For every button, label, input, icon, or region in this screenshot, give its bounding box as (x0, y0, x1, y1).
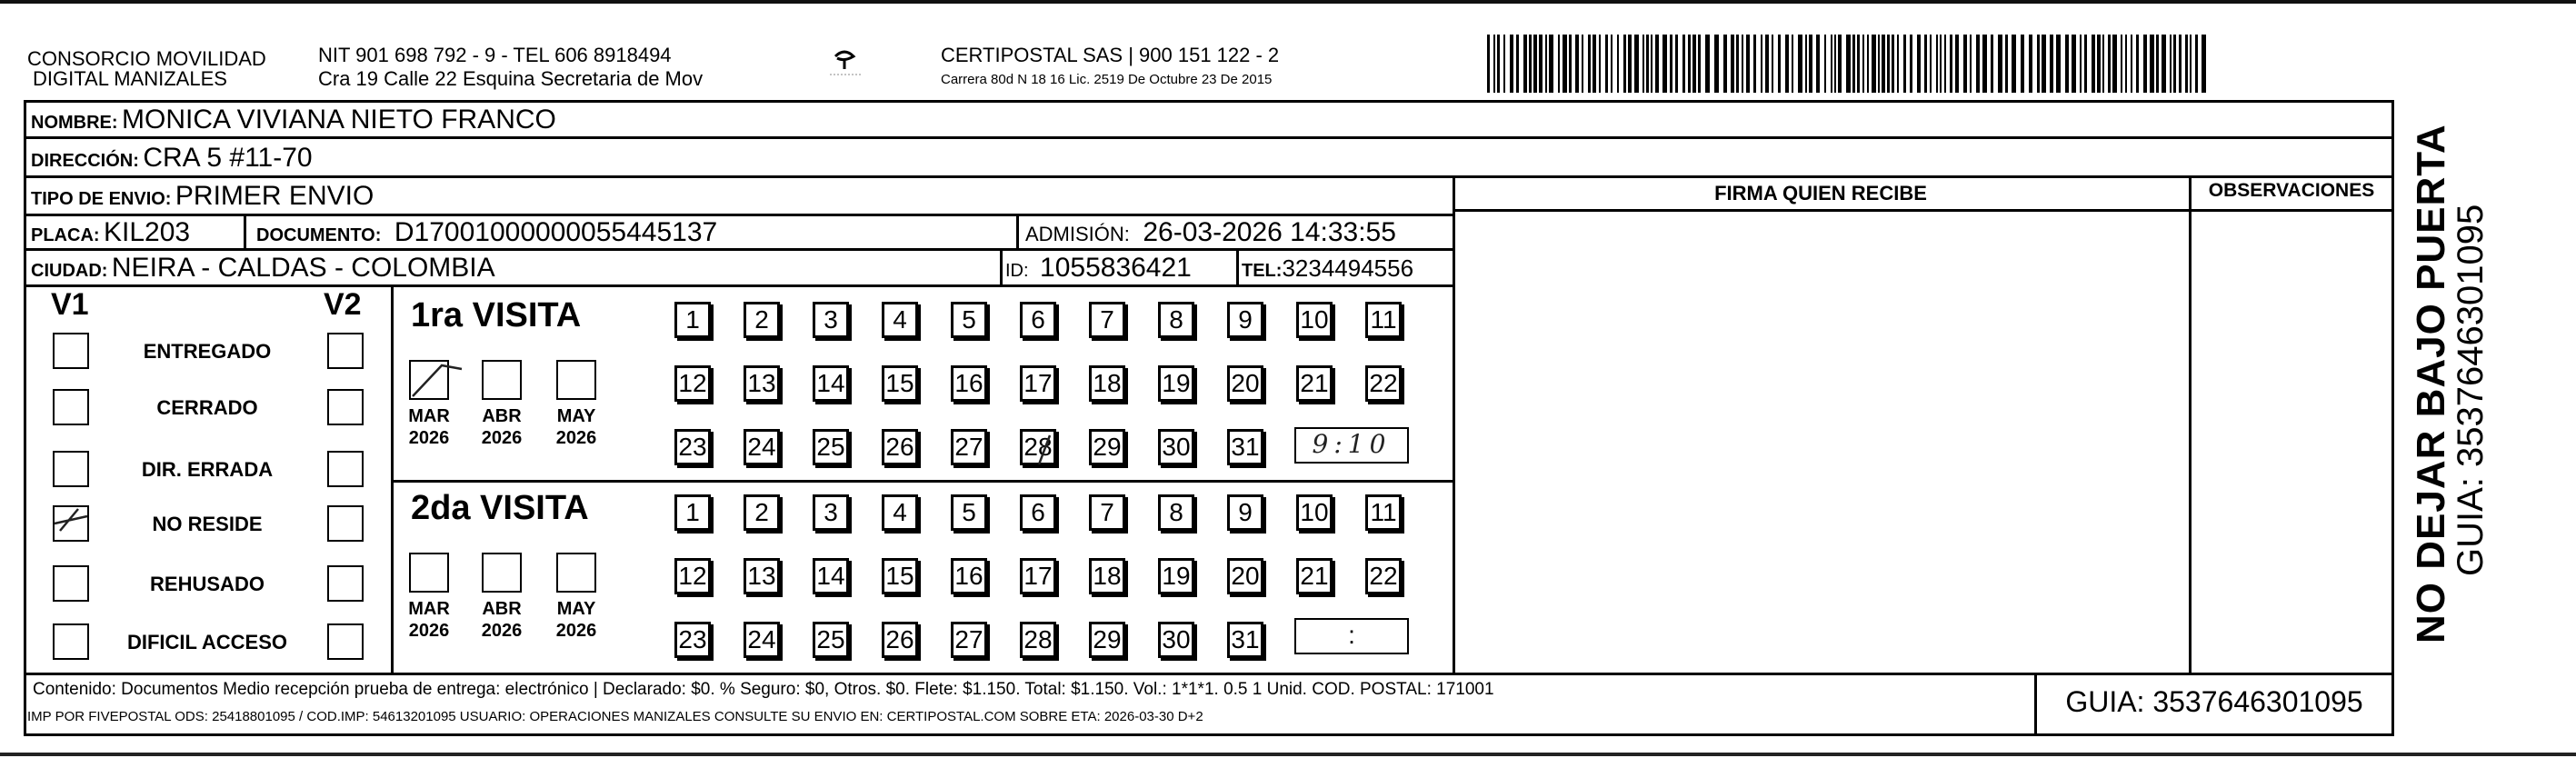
day-checkbox[interactable]: 8 (1158, 494, 1194, 531)
barcode-bar (2143, 35, 2147, 93)
barcode-bar (1970, 35, 1972, 93)
month-label (402, 598, 456, 642)
barcode-bar (2162, 35, 2166, 93)
status-label: ENTREGADO (143, 340, 272, 363)
barcode-bar (1655, 35, 1659, 93)
rule (24, 673, 2394, 675)
barcode-bar (2131, 35, 2132, 93)
day-checkbox[interactable]: 19 (1158, 558, 1194, 594)
ciudad-value: NEIRA - CALDAS - COLOMBIA (111, 253, 495, 283)
barcode-bar (1714, 35, 1719, 93)
day-checkbox[interactable]: 18 (1089, 365, 1125, 402)
v1-checkbox[interactable] (53, 505, 89, 542)
month-year: 2026 (408, 621, 450, 641)
rule (1016, 214, 1019, 248)
month-checkbox[interactable] (409, 553, 449, 593)
day-checkbox[interactable]: 29 (1089, 429, 1125, 465)
day-checkbox[interactable]: 16 (951, 558, 987, 594)
barcode-bar (2005, 35, 2008, 93)
id-cell (1005, 250, 1192, 291)
barcode-bar (2112, 35, 2117, 93)
day-checkbox[interactable]: 15 (882, 365, 918, 402)
day-checkbox[interactable]: 28 (1020, 429, 1056, 465)
barcode-bar (1903, 35, 1906, 93)
barcode-bar (1772, 35, 1773, 93)
month-name: ABR (482, 599, 522, 619)
v1-checkbox[interactable] (53, 333, 89, 369)
barcode-bar (1593, 35, 1596, 93)
month-checkbox[interactable] (556, 553, 596, 593)
rule (391, 284, 394, 673)
barcode-bar (2190, 35, 2192, 93)
day-checkbox[interactable]: 12 (674, 558, 711, 594)
status-label: CERRADO (156, 396, 258, 419)
day-check-mark (1023, 432, 1059, 468)
day-checkbox[interactable]: 17 (1020, 365, 1056, 402)
barcode-bar (1563, 35, 1567, 93)
v2-checkbox[interactable] (327, 451, 364, 487)
day-checkbox[interactable]: 22 (1365, 558, 1402, 594)
v1-checkbox[interactable] (53, 451, 89, 487)
barcode-bar (2037, 35, 2040, 93)
rule (1453, 209, 2394, 212)
nombre-label: NOMBRE: (31, 113, 118, 133)
day-checkbox[interactable]: 15 (882, 558, 918, 594)
warning-no-dejar-bajo-puerta: NO DEJAR BAJO PUERTA (2409, 124, 2453, 643)
barcode-bar (2121, 35, 2122, 93)
barcode-bar (1917, 35, 1921, 93)
barcode-bar (2097, 35, 2101, 93)
day-checkbox[interactable]: 31 (1227, 622, 1263, 658)
barcode-bar (1605, 35, 1608, 93)
barcode-bar (1503, 35, 1505, 93)
rule (1000, 248, 1003, 284)
first-visit-time[interactable]: 9:10 (1294, 427, 1409, 464)
ciudad-label: CIUDAD: (31, 261, 108, 281)
day-checkbox[interactable]: 12 (674, 365, 711, 402)
day-checkbox[interactable]: 19 (1158, 365, 1194, 402)
barcode-bar (1723, 35, 1727, 93)
month-year: 2026 (481, 428, 523, 448)
id-value: 1055836421 (1040, 253, 1192, 283)
rule (24, 175, 2394, 178)
tel-label: TEL: (1242, 261, 1283, 281)
barcode-bar (1838, 35, 1842, 93)
footer-imp: IMP POR FIVEPOSTAL ODS: 25418801095 / COD.IMP: 54613201095 USUARIO: OPERACIONES MANIZALES CONSULTE SU ENVIO EN: CERTIPOSTAL.COM SOBRE ETA: 2026-03-30 D+2 (27, 709, 1203, 724)
barcode-bar (1805, 35, 1807, 93)
month-label (474, 598, 529, 642)
barcode-bar (1816, 35, 1820, 93)
barcode-bar (1778, 35, 1781, 93)
barcode-bar (2029, 35, 2032, 93)
v2-checkbox[interactable] (327, 333, 364, 369)
placa-value: KIL203 (104, 217, 191, 247)
barcode-bar (2108, 35, 2111, 93)
v2-checkbox[interactable] (327, 565, 364, 602)
direccion-row (31, 140, 313, 181)
barcode (1487, 35, 2214, 93)
barcode-bar (2042, 35, 2046, 93)
observaciones-area[interactable] (2192, 213, 2392, 671)
day-checkbox[interactable]: 7 (1089, 302, 1125, 338)
footer-guia: GUIA: 3537646301095 (2065, 685, 2363, 718)
month-name: ABR (482, 406, 522, 426)
v1-checkbox[interactable] (53, 389, 89, 425)
day-checkbox[interactable]: 27 (951, 429, 987, 465)
month-name: MAY (556, 406, 596, 426)
admision-label: ADMISIÓN: (1025, 223, 1130, 245)
barcode-bar (1910, 35, 1912, 93)
nombre-row (31, 102, 556, 143)
documento-label: DOCUMENTO: (256, 225, 382, 245)
day-checkbox[interactable]: 20 (1227, 365, 1263, 402)
day-checkbox[interactable]: 16 (951, 365, 987, 402)
admision-value: 26-03-2026 14:33:55 (1143, 217, 1396, 247)
status-label: NO RESIDE (152, 513, 263, 535)
barcode-bar (1539, 35, 1543, 93)
barcode-bar (1878, 35, 1880, 93)
barcode-bar (2012, 35, 2016, 93)
month-label (474, 405, 529, 449)
barcode-bar (1897, 35, 1899, 93)
barcode-bar (1575, 35, 1579, 93)
barcode-bar (1792, 35, 1793, 93)
firma-header: FIRMA QUIEN RECIBE (1714, 182, 1927, 204)
barcode-bar (1533, 35, 1537, 93)
day-checkbox[interactable]: 8 (1158, 302, 1194, 338)
day-checkbox[interactable]: 5 (951, 302, 987, 338)
month-label (549, 598, 604, 642)
barcode-bar (1746, 35, 1750, 93)
observaciones-header: OBSERVACIONES (2208, 180, 2375, 201)
barcode-bar (1892, 35, 1894, 93)
rule (2189, 175, 2192, 673)
footer-contenido: Contenido: Documentos Medio recepción prueba de entrega: electrónico | Declarado: $0. % Seguro: $0, Otros. $0. Flete: $1.150. Total: $1.150. Vol.: 1*1*1. 0.5 1 Unid. COD. POSTAL: 171001 (33, 680, 1494, 699)
barcode-bar (1852, 35, 1855, 93)
day-checkbox[interactable]: 28 (1020, 622, 1056, 658)
day-checkbox[interactable]: 29 (1089, 622, 1125, 658)
v2-label: V2 (324, 287, 362, 322)
second-visit-time[interactable]: : (1294, 618, 1409, 654)
barcode-bar (2021, 35, 2024, 93)
barcode-bar (1558, 35, 1560, 93)
month-name: MAR (408, 406, 450, 426)
barcode-bar (2195, 35, 2198, 93)
barcode-bar (1809, 35, 1812, 93)
barcode-bar (2156, 35, 2159, 93)
month-year: 2026 (555, 428, 597, 448)
barcode-bar (1487, 35, 1490, 93)
barcode-bar (1731, 35, 1734, 93)
second-visit-title: 2da VISITA (411, 489, 589, 527)
courier-name: CERTIPOSTAL SAS | 900 151 122 - 2 (941, 44, 1280, 66)
barcode-bar (1569, 35, 1572, 93)
day-checkbox[interactable]: 3 (813, 494, 849, 531)
month-label (549, 405, 604, 449)
day-checkbox[interactable]: 1 (674, 494, 711, 531)
barcode-bar (1955, 35, 1959, 93)
documento-value: D17001000000055445137 (394, 217, 718, 247)
barcode-bar (1831, 35, 1832, 93)
day-checkbox[interactable]: 11 (1365, 302, 1402, 338)
courier-logo-icon (823, 44, 868, 80)
rule (1453, 175, 1455, 673)
barcode-bar (2084, 35, 2087, 93)
tipo-envio-label: TIPO DE ENVIO: (31, 189, 172, 209)
barcode-bar (2125, 35, 2127, 93)
day-checkbox[interactable]: 24 (744, 429, 780, 465)
v1-checkbox[interactable] (53, 565, 89, 602)
v1-label: V1 (51, 287, 89, 322)
barcode-bar (1623, 35, 1626, 93)
firma-area[interactable] (1456, 213, 2187, 671)
day-checkbox[interactable]: 25 (813, 429, 849, 465)
barcode-bar (1682, 35, 1685, 93)
rule (391, 480, 1453, 483)
barcode-bar (1998, 35, 2002, 93)
barcode-bar (1963, 35, 1967, 93)
barcode-bar (1545, 35, 1547, 93)
day-checkbox[interactable]: 26 (882, 429, 918, 465)
day-checkbox[interactable]: 23 (674, 429, 711, 465)
v1-checkbox[interactable] (53, 623, 89, 660)
day-checkbox[interactable]: 10 (1296, 302, 1333, 338)
barcode-bar (1698, 35, 1701, 93)
barcode-bar (1867, 35, 1869, 93)
barcode-bar (2170, 35, 2172, 93)
first-visit-title: 1ra VISITA (411, 296, 582, 334)
day-checkbox[interactable]: 25 (813, 622, 849, 658)
barcode-bar (1765, 35, 1769, 93)
barcode-bar (2179, 35, 2182, 93)
day-checkbox[interactable]: 24 (744, 622, 780, 658)
month-name: MAR (408, 599, 450, 619)
barcode-bar (1944, 35, 1946, 93)
id-label: ID: (1005, 261, 1029, 281)
day-checkbox[interactable]: 20 (1227, 558, 1263, 594)
barcode-bar (1662, 35, 1667, 93)
direccion-label: DIRECCIÓN: (31, 151, 139, 171)
day-checkbox[interactable]: 4 (882, 494, 918, 531)
day-checkbox[interactable]: 6 (1020, 494, 1056, 531)
barcode-bar (2102, 35, 2104, 93)
month-label (402, 405, 456, 449)
barcode-bar (1930, 35, 1932, 93)
barcode-bar (1588, 35, 1591, 93)
tipo-envio-value: PRIMER ENVIO (175, 181, 374, 211)
v2-checkbox[interactable] (327, 623, 364, 660)
day-checkbox[interactable]: 21 (1296, 558, 1333, 594)
day-checkbox[interactable]: 14 (813, 558, 849, 594)
barcode-bar (1510, 35, 1513, 93)
barcode-bar (1940, 35, 1942, 93)
barcode-bar (1798, 35, 1802, 93)
barcode-bar (2092, 35, 2095, 93)
barcode-bar (1634, 35, 1639, 93)
day-checkbox[interactable]: 30 (1158, 622, 1194, 658)
barcode-bar (1497, 35, 1500, 93)
barcode-bar (1611, 35, 1612, 93)
month-year: 2026 (481, 621, 523, 641)
barcode-bar (1924, 35, 1927, 93)
courier-license: Carrera 80d N 18 16 Lic. 2519 De Octubre 23 De 2015 (941, 72, 1273, 87)
barcode-bar (1761, 35, 1762, 93)
barcode-bar (1688, 35, 1691, 93)
barcode-bar (2072, 35, 2076, 93)
company-address: Cra 19 Calle 22 Esquina Secretaria de Mov (318, 67, 704, 90)
day-checkbox[interactable]: 13 (744, 558, 780, 594)
barcode-bar (1628, 35, 1632, 93)
day-checkbox[interactable]: 13 (744, 365, 780, 402)
day-checkbox[interactable]: 21 (1296, 365, 1333, 402)
barcode-bar (2185, 35, 2188, 93)
nombre-value: MONICA VIVIANA NIETO FRANCO (122, 105, 556, 135)
barcode-bar (1882, 35, 1885, 93)
company-name-line2: DIGITAL MANIZALES (33, 67, 227, 90)
barcode-bar (1692, 35, 1696, 93)
day-checkbox[interactable]: 30 (1158, 429, 1194, 465)
barcode-bar (1617, 35, 1619, 93)
barcode-bar (2050, 35, 2053, 93)
status-label: DIR. ERRADA (141, 458, 274, 481)
day-checkbox[interactable]: 11 (1365, 494, 1402, 531)
day-checkbox[interactable]: 14 (813, 365, 849, 402)
barcode-bar (1675, 35, 1678, 93)
v2-checkbox[interactable] (327, 389, 364, 425)
barcode-bar (1785, 35, 1789, 93)
status-label: DIFICIL ACCESO (126, 631, 287, 653)
company-name-line1: CONSORCIO MOVILIDAD (27, 47, 266, 70)
barcode-bar (2202, 35, 2206, 93)
barcode-bar (1982, 35, 1987, 93)
barcode-bar (1936, 35, 1938, 93)
barcode-bar (2136, 35, 2139, 93)
month-name: MAY (556, 599, 596, 619)
day-checkbox[interactable]: 2 (744, 302, 780, 338)
tel-value: 3234494556 (1282, 254, 1414, 282)
barcode-bar (1651, 35, 1652, 93)
barcode-bar (1736, 35, 1739, 93)
day-checkbox[interactable]: 7 (1089, 494, 1125, 531)
day-checkbox[interactable]: 9 (1227, 494, 1263, 531)
barcode-bar (1872, 35, 1876, 93)
day-checkbox[interactable]: 17 (1020, 558, 1056, 594)
status-label: REHUSADO (150, 573, 265, 595)
v2-checkbox[interactable] (327, 505, 364, 542)
barcode-bar (1950, 35, 1952, 93)
barcode-bar (1599, 35, 1601, 93)
barcode-bar (1753, 35, 1756, 93)
month-year: 2026 (408, 428, 450, 448)
month-year: 2026 (555, 621, 597, 641)
barcode-bar (1824, 35, 1826, 93)
bottom-edge (0, 753, 2576, 756)
tel-cell (1242, 250, 1413, 291)
day-checkbox[interactable]: 22 (1365, 365, 1402, 402)
barcode-bar (1493, 35, 1495, 93)
barcode-bar (1670, 35, 1672, 93)
month-checkbox[interactable] (556, 360, 596, 400)
day-checkbox[interactable]: 4 (882, 302, 918, 338)
barcode-bar (1834, 35, 1836, 93)
day-checkbox[interactable]: 3 (813, 302, 849, 338)
barcode-bar (2056, 35, 2061, 93)
barcode-bar (1991, 35, 1993, 93)
barcode-bar (1705, 35, 1710, 93)
barcode-bar (1862, 35, 1864, 93)
side-guia: GUIA: 3537646301095 (2451, 204, 2491, 576)
barcode-bar (2150, 35, 2154, 93)
top-edge (0, 0, 2576, 4)
placa-label: PLACA: (31, 225, 100, 245)
direccion-value: CRA 5 #11-70 (143, 143, 313, 173)
barcode-bar (2080, 35, 2082, 93)
day-checkbox[interactable]: 9 (1227, 302, 1263, 338)
month-checkbox[interactable] (409, 360, 449, 400)
barcode-bar (1642, 35, 1644, 93)
day-checkbox[interactable]: 2 (744, 494, 780, 531)
barcode-bar (1529, 35, 1532, 93)
barcode-bar (1516, 35, 1519, 93)
day-checkbox[interactable]: 27 (951, 622, 987, 658)
day-checkbox[interactable]: 6 (1020, 302, 1056, 338)
day-checkbox[interactable]: 18 (1089, 558, 1125, 594)
barcode-bar (1582, 35, 1583, 93)
day-checkbox[interactable]: 31 (1227, 429, 1263, 465)
barcode-bar (1646, 35, 1649, 93)
day-checkbox[interactable]: 10 (1296, 494, 1333, 531)
barcode-bar (2065, 35, 2069, 93)
barcode-bar (1887, 35, 1890, 93)
month-checkbox[interactable] (482, 553, 522, 593)
barcode-bar (1976, 35, 1980, 93)
barcode-bar (1846, 35, 1851, 93)
day-checkbox[interactable]: 23 (674, 622, 711, 658)
month-checkbox[interactable] (482, 360, 522, 400)
barcode-bar (1857, 35, 1860, 93)
day-checkbox[interactable]: 26 (882, 622, 918, 658)
tipo-envio-row (31, 178, 374, 219)
barcode-bar (2173, 35, 2176, 93)
company-nit: NIT 901 698 792 - 9 - TEL 606 8918494 (318, 44, 672, 66)
day-checkbox[interactable]: 5 (951, 494, 987, 531)
ciudad-cell (31, 250, 495, 291)
barcode-bar (1742, 35, 1743, 93)
barcode-bar (1549, 35, 1553, 93)
barcode-bar (1523, 35, 1527, 93)
day-checkbox[interactable]: 1 (674, 302, 711, 338)
